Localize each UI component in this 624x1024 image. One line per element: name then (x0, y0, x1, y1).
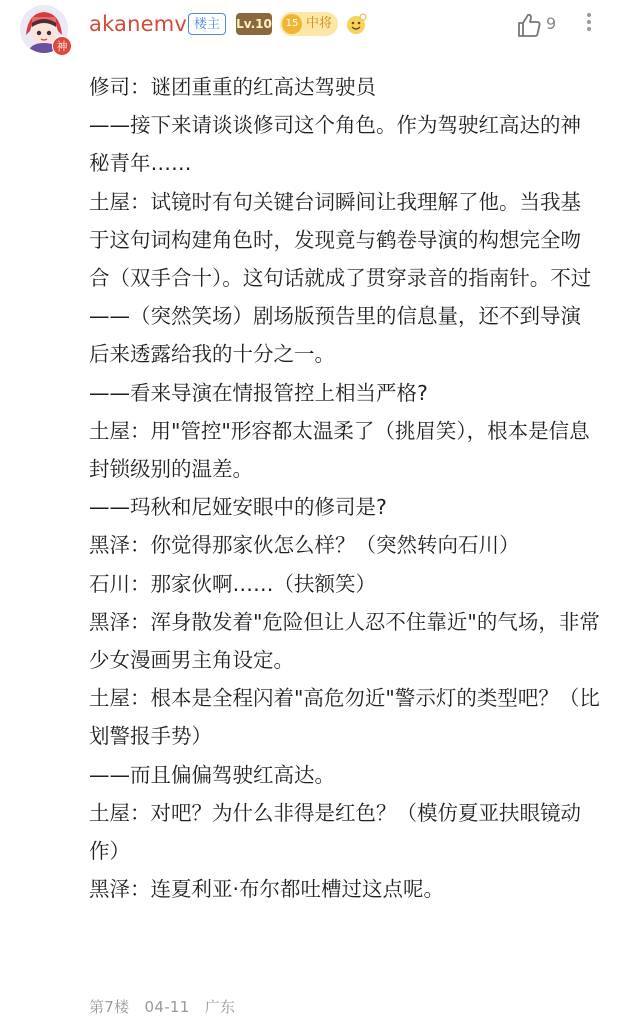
more-options-icon[interactable] (585, 10, 593, 38)
content-line: 黑泽：浑身散发着"危险但让人忍不住靠近"的气场，非常少女漫画男主角设定。 (89, 609, 600, 673)
content-line: 土屋：用"管控"形容都太温柔了（挑眉笑），根本是信息封锁级别的温差。 (89, 418, 590, 482)
post-header (0, 0, 624, 62)
username[interactable]: akanemv (89, 12, 188, 36)
content-line: ——玛秋和尼娅安眼中的修司是? (89, 495, 387, 520)
rank-label: 中将 (306, 16, 333, 31)
post-footer (89, 996, 245, 1017)
post-content (89, 68, 601, 908)
content-line: ——看来导演在情报管控上相当严格? (89, 380, 428, 405)
owner-tag: 楼主 (188, 13, 226, 35)
smile-badge-icon (344, 12, 368, 36)
rank-badge (280, 12, 338, 36)
content-line: 石川：那家伙啊……（扶额笑） (89, 571, 376, 596)
like-icon[interactable] (514, 10, 544, 40)
post-location: 广东 (204, 998, 236, 1016)
post-date: 04-11 (144, 998, 190, 1016)
level-badge: Lv.10 (236, 13, 272, 35)
content-line: 黑泽：连夏利亚·布尔都吐槽过这点呢。 (89, 877, 445, 902)
content-line: ——接下来请谈谈修司这个角色。作为驾驶红高达的神秘青年…… (89, 113, 581, 176)
content-line: 土屋：试镜时有句关键台词瞬间让我理解了他。当我基于这句词构建角色时，发现竟与鹤卷导演的构想完全吻合（双手合十）。这句话就成了贯穿录音的指南针。不过——（突然笑场）剧场版预告里的信息量，还不到导演后来透露给我的十分之一。 (89, 189, 592, 367)
avatar-badge: 神 (52, 36, 72, 56)
like-count: 9 (546, 14, 557, 33)
floor-number: 第7楼 (89, 998, 130, 1016)
content-line: 土屋：根本是全程闪着"高危勿近"警示灯的类型吧？（比划警报手势） (89, 686, 600, 749)
content-line: 土屋：对吧？为什么非得是红色？（模仿夏亚扶眼镜动作） (89, 800, 581, 864)
content-line: ——而且偏偏驾驶红高达。 (89, 762, 335, 787)
content-line: 修司：谜团重重的红高达驾驶员 (89, 75, 376, 99)
content-line: 黑泽：你觉得那家伙怎么样？（突然转向石川） (89, 533, 520, 558)
rank-number: 15 (282, 14, 302, 34)
